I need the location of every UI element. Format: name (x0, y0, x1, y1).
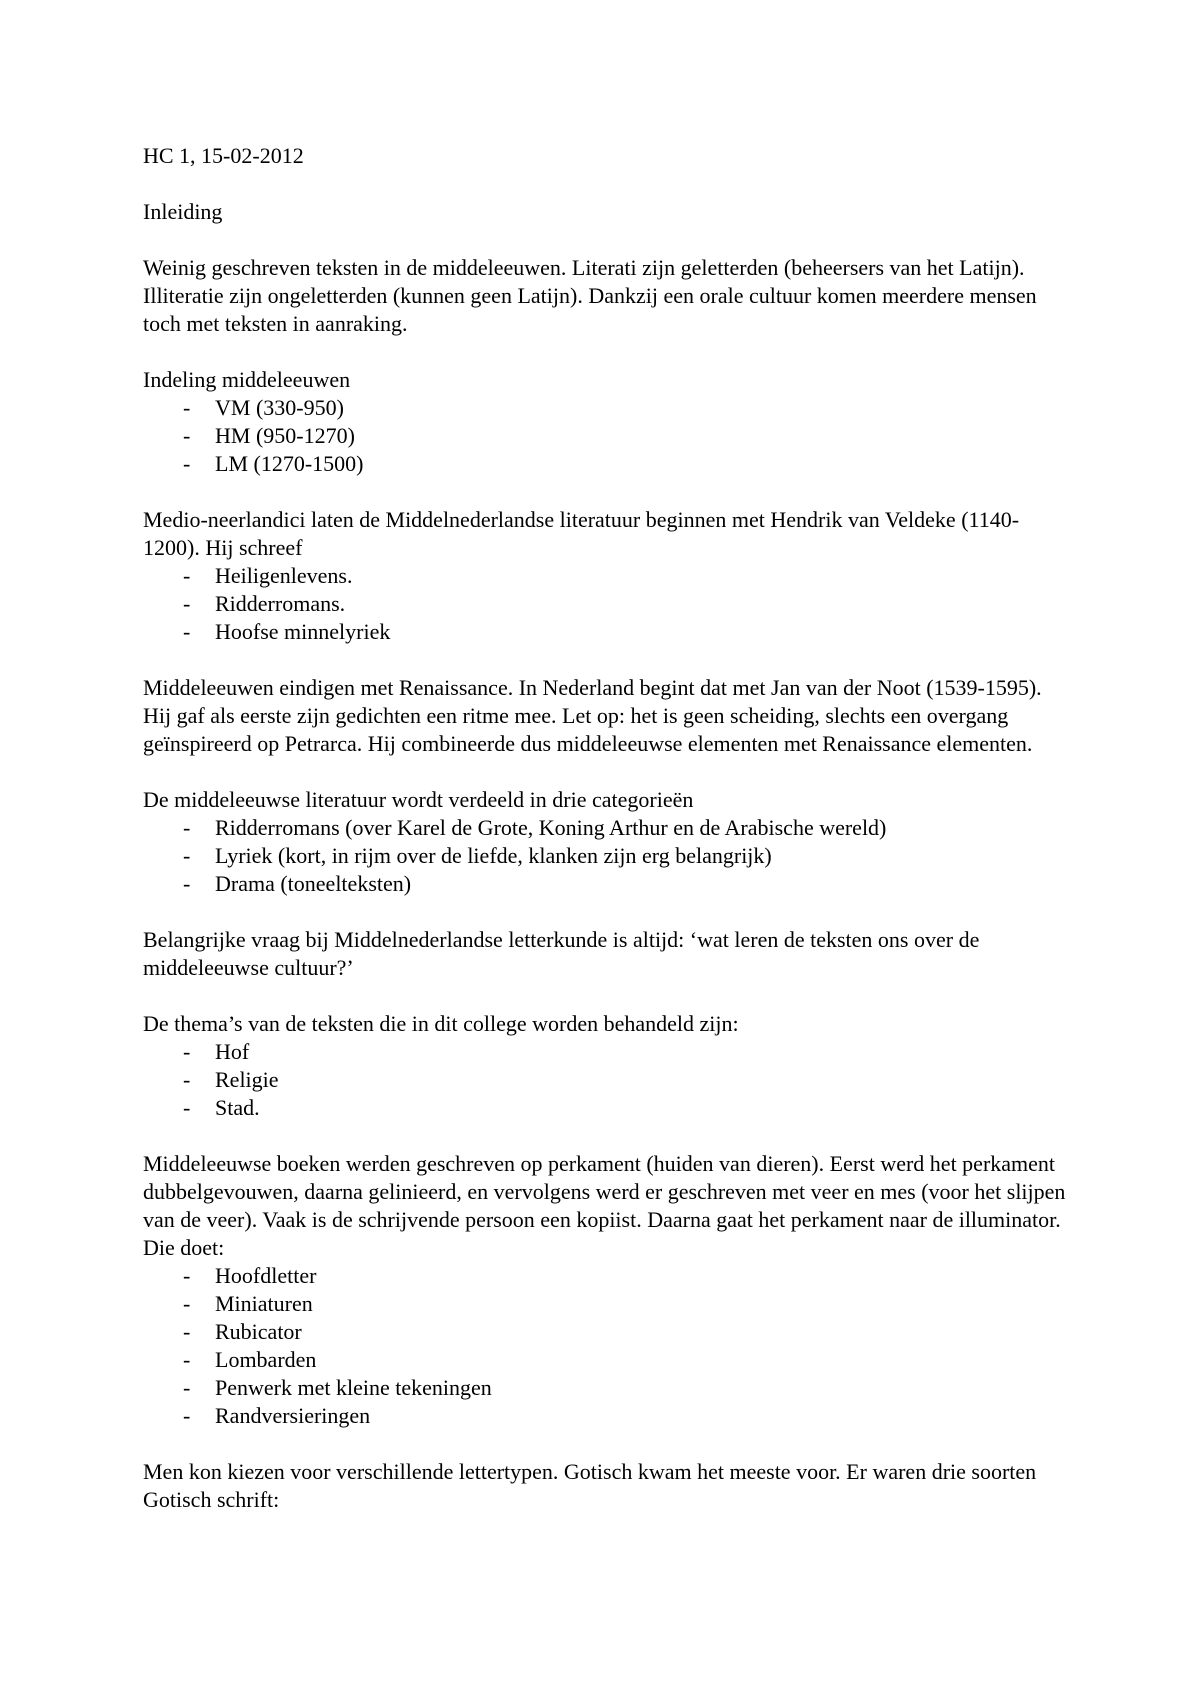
list-dash: - (183, 619, 191, 644)
list-item-text: Lyriek (kort, in rijm over de liefde, klanken zijn erg belangrijk) (215, 843, 772, 868)
list-dash: - (183, 1067, 191, 1092)
list-dash: - (183, 591, 191, 616)
list-item (143, 1262, 1073, 1290)
list-item (143, 422, 1073, 450)
list-dash: - (183, 1095, 191, 1120)
themas-list (143, 1038, 1073, 1122)
list-item-text: LM (1270-1500) (215, 451, 364, 476)
list-dash: - (183, 1039, 191, 1064)
list-item-text: Lombarden (215, 1347, 317, 1372)
list-item-text: Miniaturen (215, 1291, 313, 1316)
paragraph-vraag: Belangrijke vraag bij Middelnederlandse letterkunde is altijd: ‘wat leren de teksten ons over de middeleeuwse cultuur?’ (143, 927, 980, 980)
veldeke-intro: Medio-neerlandici laten de Middelnederlandse literatuur beginnen met Hendrik van Veldeke (1140-1200). Hij schreef (143, 507, 1020, 560)
themas-intro: De thema’s van de teksten die in dit college worden behandeld zijn: (143, 1011, 739, 1036)
list-item (143, 590, 1073, 618)
list-item (143, 1346, 1073, 1374)
list-dash: - (183, 1347, 191, 1372)
list-item (143, 618, 1073, 646)
list-dash: - (183, 1403, 191, 1428)
paragraph-renaissance: Middeleeuwen eindigen met Renaissance. In Nederland begint dat met Jan van der Noot (1539-1595). Hij gaf als eerste zijn gedichten een ritme mee. Let op: het is geen scheiding, slechts een overgang geïnspireerd op Petrarca. Hij combineerde dus middeleeuwse elementen met Renaissance elementen. (143, 675, 1042, 756)
list-dash: - (183, 395, 191, 420)
list-item-text: HM (950-1270) (215, 423, 355, 448)
list-item (143, 870, 1073, 898)
list-item-text: Hoofdletter (215, 1263, 317, 1288)
list-item-text: Rubicator (215, 1319, 302, 1344)
list-item (143, 814, 1073, 842)
list-item (143, 450, 1073, 478)
list-item (143, 1318, 1073, 1346)
list-dash: - (183, 1375, 191, 1400)
list-item-text: Drama (toneelteksten) (215, 871, 412, 896)
list-item-text: Hoofse minnelyriek (215, 619, 391, 644)
list-item (143, 1402, 1073, 1430)
document-body (143, 142, 1073, 1514)
list-item-text: Heiligenlevens. (215, 563, 353, 588)
list-dash: - (183, 871, 191, 896)
list-item (143, 394, 1073, 422)
veldeke-list (143, 562, 1073, 646)
list-item (143, 842, 1073, 870)
list-item (143, 1094, 1073, 1122)
list-item-text: Randversieringen (215, 1403, 371, 1428)
list-item (143, 1290, 1073, 1318)
list-item (143, 1038, 1073, 1066)
paragraph-lettertypen: Men kon kiezen voor verschillende lettertypen. Gotisch kwam het meeste voor. Er waren drie soorten Gotisch schrift: (143, 1459, 1037, 1512)
list-item (143, 1066, 1073, 1094)
list-item-text: Penwerk met kleine tekeningen (215, 1375, 492, 1400)
list-item-text: Religie (215, 1067, 279, 1092)
list-dash: - (183, 1263, 191, 1288)
categorieen-list (143, 814, 1073, 898)
indeling-list (143, 394, 1073, 478)
categorieen-intro: De middeleeuwse literatuur wordt verdeeld in drie categorieën (143, 787, 694, 812)
list-item-text: Hof (215, 1039, 250, 1064)
list-dash: - (183, 815, 191, 840)
list-dash: - (183, 563, 191, 588)
section-title: Inleiding (143, 199, 223, 224)
illuminator-intro: Middeleeuwse boeken werden geschreven op perkament (huiden van dieren). Eerst werd het perkament dubbelgevouwen, daarna gelinieerd, en vervolgens werd er geschreven met veer en mes (voor het slijpen van de veer). Vaak is de schrijvende persoon een kopiist. Daarna gaat het perkament naar de illuminator. Die doet: (143, 1151, 1066, 1260)
list-dash: - (183, 1291, 191, 1316)
list-item-text: Stad. (215, 1095, 260, 1120)
list-dash: - (183, 423, 191, 448)
list-dash: - (183, 451, 191, 476)
list-item (143, 1374, 1073, 1402)
illuminator-list (143, 1262, 1073, 1430)
paragraph-intro: Weinig geschreven teksten in de middeleeuwen. Literati zijn geletterden (beheersers van het Latijn). Illiteratie zijn ongeletterden (kunnen geen Latijn). Dankzij een orale cultuur komen meerdere mensen toch met teksten in aanraking. (143, 255, 1037, 336)
indeling-intro: Indeling middeleeuwen (143, 367, 351, 392)
list-dash: - (183, 843, 191, 868)
list-item (143, 562, 1073, 590)
list-item-text: VM (330-950) (215, 395, 344, 420)
list-item-text: Ridderromans. (215, 591, 346, 616)
list-dash: - (183, 1319, 191, 1344)
list-item-text: Ridderromans (over Karel de Grote, Koning Arthur en de Arabische wereld) (215, 815, 887, 840)
document-header: HC 1, 15-02-2012 (143, 143, 304, 168)
